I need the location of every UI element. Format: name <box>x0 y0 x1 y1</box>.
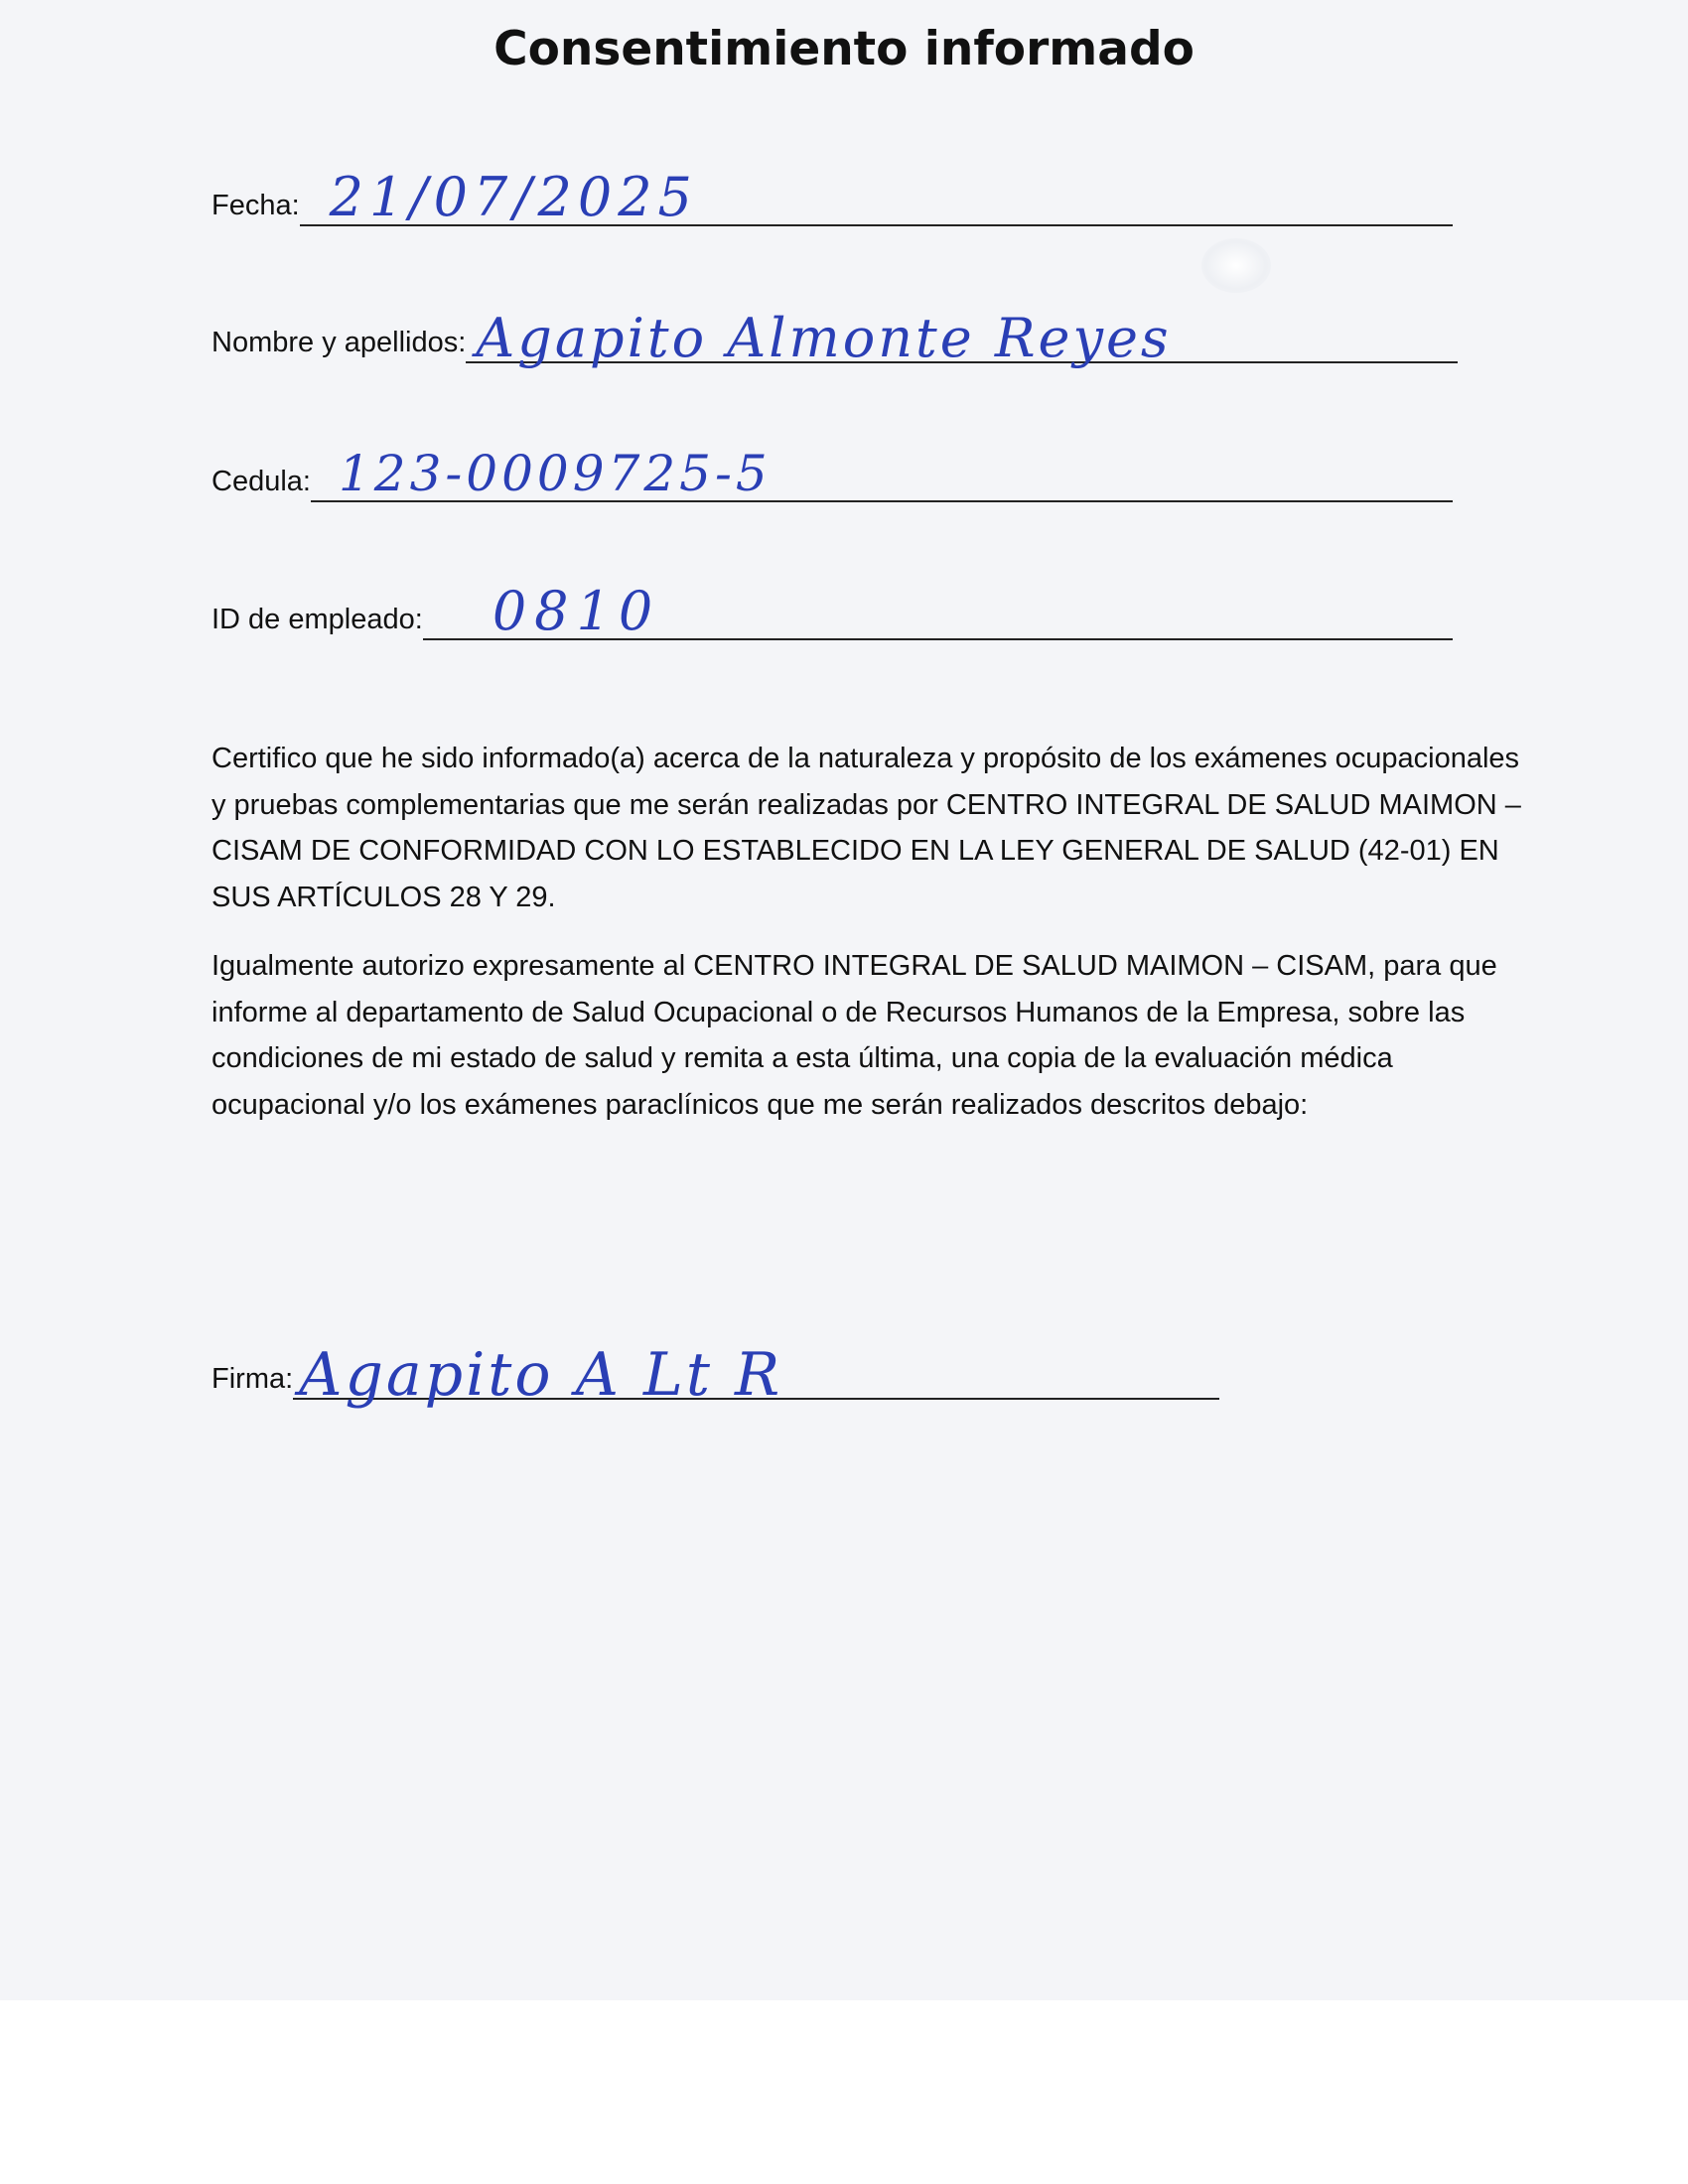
certification-paragraph: Certifico que he sido informado(a) acerca de la naturaleza y propósito de los exámenes ocupacionales y pruebas complementarias que me serán realizadas por CENTRO INTEGRAL DE SALUD MAIMON – CISAM DE CONFORMIDAD CON LO ESTABLECIDO EN LA LEY GENERAL DE SALUD (42-01) EN SUS ARTÍCULOS 28 Y 29. <box>211 743 1521 913</box>
date-line[interactable] <box>300 167 1453 226</box>
date-field <box>211 167 1453 226</box>
cedula-field <box>211 443 1453 502</box>
cedula-value: 123-0009725-5 <box>338 445 772 502</box>
cedula-line[interactable] <box>311 443 1453 502</box>
name-line[interactable] <box>466 304 1458 369</box>
scan-bottom-margin <box>0 2000 1688 2184</box>
employee-id-line[interactable] <box>423 581 1453 640</box>
signature-line[interactable] <box>293 1340 1219 1410</box>
signature-label: Firma: <box>211 1363 294 1395</box>
signature-field <box>211 1325 1219 1410</box>
signature-value: Agapito A Lt R <box>299 1340 783 1410</box>
date-label: Fecha: <box>211 190 300 221</box>
employee-id-label: ID de empleado: <box>211 604 423 635</box>
name-label: Nombre y apellidos: <box>211 327 467 358</box>
cedula-label: Cedula: <box>211 466 311 497</box>
employee-id-field <box>211 581 1453 640</box>
paper-smudge <box>1201 238 1271 293</box>
date-value: 21/07/2025 <box>329 166 698 228</box>
name-value: Agapito Almonte Reyes <box>476 307 1172 369</box>
page-title: Consentimiento informado <box>493 22 1195 76</box>
employee-id-value: 0810 <box>492 580 661 642</box>
authorization-paragraph: Igualmente autorizo expresamente al CENTRO INTEGRAL DE SALUD MAIMON – CISAM, para que informe al departamento de Salud Ocupacional o de Recursos Humanos de la Empresa, sobre las condiciones de mi estado de salud y remita a esta última, una copia de la evaluación médica ocupacional y/o los exámenes paraclínicos que me serán realizados descritos debajo: <box>211 950 1497 1121</box>
name-field <box>211 304 1458 369</box>
